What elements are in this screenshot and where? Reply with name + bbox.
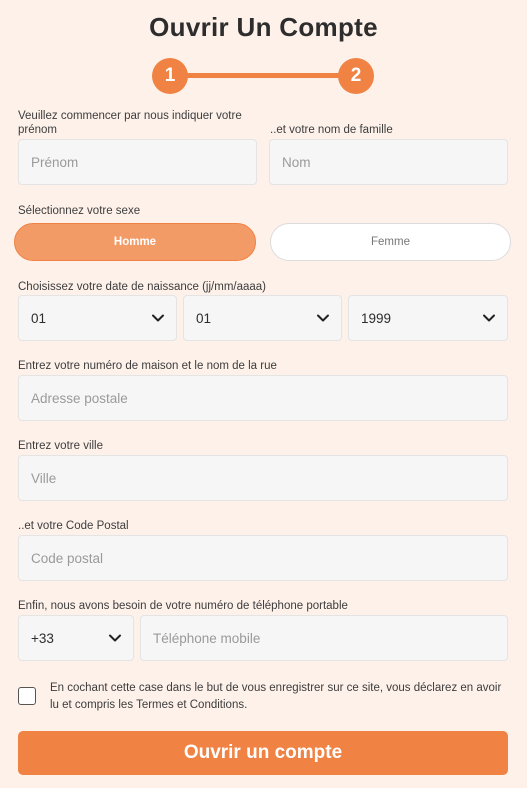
- birth-month-select[interactable]: [183, 295, 342, 341]
- chevron-down-icon: [479, 308, 499, 328]
- open-account-button[interactable]: Ouvrir un compte: [18, 731, 508, 775]
- last-name-label: ..et votre nom de famille: [270, 124, 393, 136]
- terms-checkbox[interactable]: [18, 687, 36, 705]
- progress-stepper: [152, 58, 374, 94]
- last-name-field[interactable]: Nom: [269, 139, 508, 185]
- birth-day-select[interactable]: [18, 295, 177, 341]
- birth-month-value: 01: [196, 310, 212, 326]
- step-1-indicator: 1: [152, 58, 188, 94]
- birth-year-value: 1999: [361, 310, 392, 326]
- birthdate-label: Choisissez votre date de naissance (jj/mm/aaaa): [18, 281, 267, 293]
- postal-label: ..et votre Code Postal: [18, 520, 129, 532]
- birth-day-value: 01: [31, 310, 47, 326]
- country-code-select[interactable]: [18, 615, 134, 661]
- gender-male-button[interactable]: Homme: [14, 223, 256, 261]
- first-name-label: Veuillez commencer par nous indiquer votre prénom: [18, 110, 242, 136]
- birth-year-select[interactable]: [348, 295, 508, 341]
- gender-female-button[interactable]: Femme: [270, 223, 511, 261]
- postal-code-field[interactable]: Code postal: [18, 535, 508, 581]
- city-label: Entrez votre ville: [18, 440, 104, 452]
- chevron-down-icon: [148, 308, 168, 328]
- gender-label: Sélectionnez votre sexe: [18, 205, 141, 217]
- chevron-down-icon: [313, 308, 333, 328]
- stepper-line: [170, 73, 356, 78]
- city-field[interactable]: Ville: [18, 455, 508, 501]
- mobile-phone-field[interactable]: Téléphone mobile: [140, 615, 508, 661]
- terms-text: En cochant cette case dans le but de vous enregistrer sur ce site, vous déclarez en avoir lu et compris les Termes et Conditions.: [50, 682, 502, 711]
- page-title: Ouvrir Un Compte: [149, 12, 378, 42]
- chevron-down-icon: [105, 628, 125, 648]
- country-code-value: +33: [31, 630, 54, 646]
- step-2-indicator: 2: [338, 58, 374, 94]
- address-field[interactable]: Adresse postale: [18, 375, 508, 421]
- phone-label: Enfin, nous avons besoin de votre numéro de téléphone portable: [18, 600, 348, 612]
- first-name-field[interactable]: Prénom: [18, 139, 257, 185]
- address-label: Entrez votre numéro de maison et le nom de la rue: [18, 360, 277, 372]
